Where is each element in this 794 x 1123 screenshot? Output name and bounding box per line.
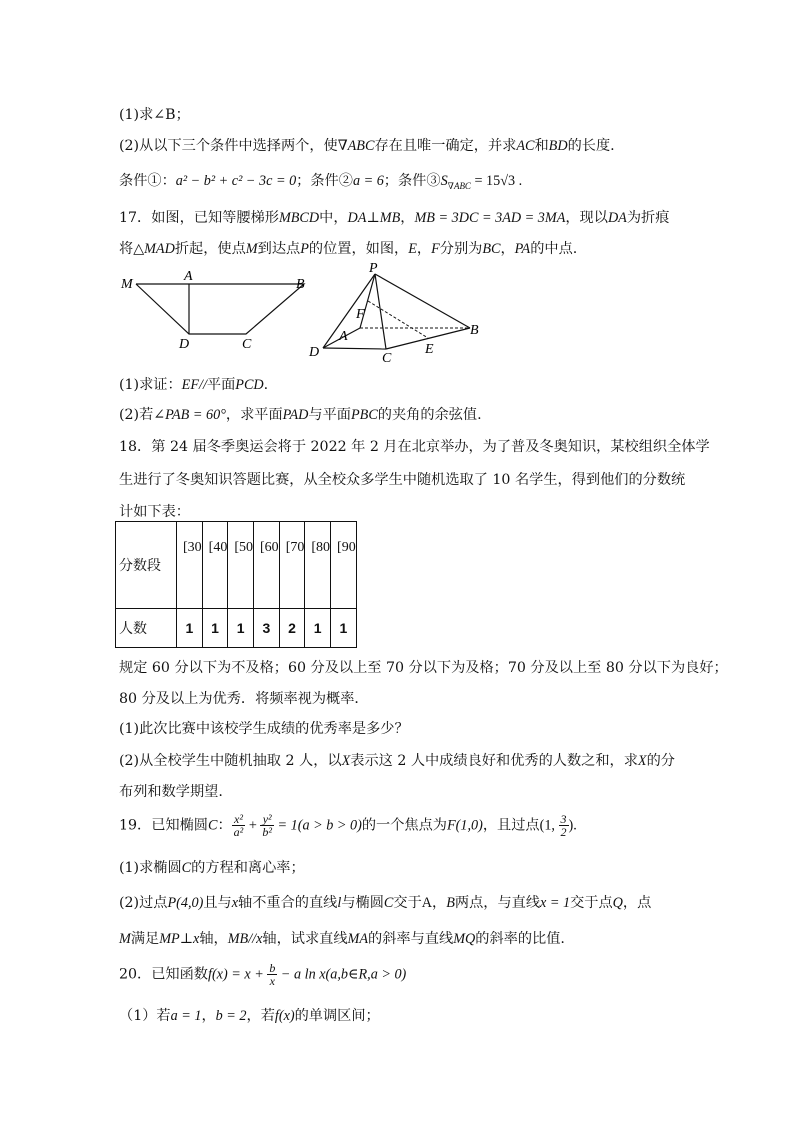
count-cell: 1	[331, 609, 357, 648]
text: (2)若	[119, 407, 154, 423]
text: ，且过点	[482, 817, 540, 834]
math: X	[637, 753, 647, 769]
text: 的位置，如图，	[308, 241, 409, 257]
label-a2: A	[339, 329, 348, 344]
fraction-x	[232, 813, 246, 838]
count-cell: 1	[177, 609, 203, 648]
text: （1）若	[119, 1008, 171, 1024]
bin-label: [40	[208, 540, 228, 555]
text: 且与	[203, 895, 232, 911]
bin-label: [80	[311, 540, 331, 555]
text: ，现以	[565, 210, 608, 226]
math: PBC	[350, 407, 378, 423]
bin-cell	[228, 522, 254, 609]
math: MA	[347, 931, 369, 947]
bin-cell	[177, 522, 203, 609]
text: ，点	[622, 895, 652, 911]
math: PCD	[235, 377, 264, 393]
label-m: M	[121, 277, 133, 292]
text: 交于点	[570, 895, 613, 911]
fraction-y	[260, 813, 274, 838]
segment-bd: BD	[548, 138, 568, 154]
math: E	[408, 241, 417, 257]
text: (1)求椭圆	[119, 860, 182, 876]
label-b2: B	[470, 323, 479, 338]
math: MB//x	[227, 931, 263, 947]
math: Q	[612, 895, 623, 911]
math: (1,	[539, 817, 559, 834]
text: 的方程和离心率；	[191, 860, 305, 876]
q17-line1	[119, 207, 669, 227]
bin-label: [90	[337, 540, 356, 555]
q18-line2: 生进行了冬奥知识答题比赛，从全校众多学生中随机选取了 10 名学生，得到他们的分数统	[119, 472, 686, 488]
q17-part2	[119, 404, 482, 424]
denominator: 2	[560, 825, 567, 839]
q18-part2	[119, 750, 675, 770]
q18-line1: 18．第 24 届冬季奥运会将于 2022 年 2 月在北京举办，为了普及冬奥知识，某校组织全体学	[119, 439, 710, 455]
math: MB = 3DC = 3AD = 3MA	[414, 210, 566, 226]
count-cell: 1	[202, 609, 228, 648]
score-table	[115, 521, 357, 648]
row-header-counts: 人数	[116, 609, 177, 648]
count-cell: 3	[254, 609, 280, 648]
count-cell: 1	[228, 609, 254, 648]
text: 轴，	[199, 931, 228, 947]
text: ，	[400, 210, 415, 226]
bin-label: [70	[285, 540, 305, 555]
fraction-point	[559, 813, 569, 838]
edge-pd	[323, 274, 375, 348]
math: P(4,0)	[167, 895, 204, 911]
text: ，	[500, 241, 515, 257]
trapezoid-figure	[118, 268, 318, 356]
math: MBCD	[278, 210, 320, 226]
denominator: x	[269, 974, 275, 988]
math: DA⊥MB	[347, 210, 401, 226]
text: 为折痕	[626, 210, 670, 226]
text: 的长度.	[567, 138, 615, 154]
bin-cell	[202, 522, 228, 609]
math: +	[245, 817, 261, 834]
math: ).	[568, 817, 577, 834]
q19-part1	[119, 857, 305, 877]
text: 满足	[130, 931, 160, 947]
text: ：	[217, 817, 232, 834]
condition-label: 条件①：	[119, 173, 176, 189]
text: 的斜率与直线	[368, 931, 454, 947]
pyramid-figure	[306, 260, 486, 370]
text: .	[263, 377, 269, 393]
text: (2)从全校学生中随机抽取 2 人，以	[119, 753, 342, 769]
label-e: E	[425, 342, 434, 357]
label-a: A	[184, 269, 193, 284]
text: 中，	[319, 210, 348, 226]
condition-label: ；条件②	[296, 173, 353, 189]
math: X	[341, 753, 351, 769]
text: (1)求证：	[119, 377, 182, 393]
text: 分别为	[439, 241, 483, 257]
q19-part2	[119, 892, 651, 912]
text: 折起，使点	[174, 241, 246, 257]
text: 两点，与直线	[454, 895, 541, 911]
bin-cell	[254, 522, 280, 609]
text: (2)从以下三个条件中选择两个，使	[119, 138, 338, 154]
q20-stem	[119, 962, 406, 987]
text: 将△	[119, 241, 145, 257]
condition2-expr: a = 6	[352, 173, 384, 189]
math: x = 1	[540, 895, 571, 911]
count-cell: 2	[279, 609, 305, 648]
text: ，求平面	[225, 407, 283, 423]
math: M	[245, 241, 258, 257]
text: 与椭圆	[341, 895, 384, 911]
text: 17．如图，已知等腰梯形	[119, 210, 279, 226]
math: MAD	[144, 241, 175, 257]
fraction-b-over-x	[267, 962, 277, 987]
numerator: 3	[560, 812, 567, 826]
text: ，	[416, 241, 432, 257]
segment-ac: AC	[516, 138, 535, 154]
math: PAD	[282, 407, 309, 423]
math: x	[231, 895, 239, 911]
math: b = 2	[215, 1008, 247, 1024]
math: C	[383, 895, 394, 911]
numerator: y²	[260, 813, 274, 826]
math: a = 1	[170, 1008, 202, 1024]
text: 的中点.	[530, 241, 578, 257]
q18-part1: (1)此次比赛中该校学生成绩的优秀率是多少？	[119, 721, 409, 737]
text: 存在且唯一确定，并求	[374, 138, 517, 154]
text: 和	[534, 138, 549, 154]
math: F(1,0)	[446, 817, 483, 834]
segment-fe	[368, 301, 428, 338]
math: = 1(a > b > 0)	[274, 817, 362, 834]
math: l	[337, 895, 342, 911]
math: MP⊥x	[159, 931, 200, 947]
trapezoid-outline	[136, 284, 304, 334]
edge-pb	[375, 274, 470, 328]
text: 的夹角的余弦值.	[377, 407, 482, 423]
math: P	[300, 241, 309, 257]
table-row-counts	[116, 609, 357, 648]
text: 表示这 2 人中成绩良好和优秀的人数之和，求	[350, 753, 638, 769]
condition1-expr: a² − b² + c² − 3c = 0	[175, 173, 297, 189]
math: ∠PAB = 60°	[153, 407, 226, 423]
count-cell: 1	[305, 609, 331, 648]
q16-part2	[119, 135, 615, 155]
label-c2: C	[382, 351, 392, 366]
edge-dc	[323, 348, 386, 349]
label-c: C	[242, 337, 252, 352]
label-p: P	[369, 261, 378, 276]
area-subscript: ∇ABC	[447, 180, 471, 191]
text: ，	[432, 895, 447, 911]
denominator: b²	[262, 825, 272, 839]
condition3-value: = 15√3 .	[470, 173, 523, 189]
bin-label: [60	[260, 540, 279, 555]
condition-label: ；条件③	[383, 173, 441, 189]
math: f(x) = x +	[208, 966, 268, 983]
text: 轴不重合的直线	[238, 895, 338, 911]
text: 的单调区间；	[294, 1008, 380, 1024]
math: f(x)	[274, 1008, 295, 1024]
text: (2)过点	[119, 895, 168, 911]
math: M	[119, 931, 131, 947]
math: BC	[482, 241, 501, 257]
math: PA	[514, 241, 531, 257]
text: 到达点	[257, 241, 301, 257]
area-symbol: S	[440, 173, 448, 189]
math: MQ	[453, 931, 476, 947]
math: B	[446, 895, 455, 911]
denominator: a²	[233, 825, 244, 839]
q19-part2-line2	[119, 928, 565, 948]
q18-line3: 计如下表：	[119, 504, 190, 520]
q16-part1: (1)求∠B；	[119, 107, 190, 123]
label-d: D	[179, 337, 190, 352]
math: C	[181, 860, 192, 876]
bin-label: [30	[183, 540, 202, 555]
table-row-bins	[116, 522, 357, 609]
math: C	[208, 817, 218, 834]
math: EF//	[181, 377, 207, 393]
text: ，若	[246, 1008, 275, 1024]
math: DA	[607, 210, 627, 226]
numerator: x²	[232, 813, 246, 826]
q17-line2	[119, 238, 577, 258]
math: A	[421, 895, 433, 911]
text: 轴，试求直线	[262, 931, 348, 947]
bin-cell	[331, 522, 357, 609]
q20-part1	[119, 1005, 380, 1025]
row-header-bins: 分数段	[116, 522, 177, 609]
label-d2: D	[309, 345, 320, 360]
text: 平面	[206, 377, 236, 393]
text: 的斜率的比值.	[475, 931, 565, 947]
bin-label: [50	[234, 540, 254, 555]
edge-pc	[375, 274, 386, 349]
text: 交于	[393, 895, 422, 911]
text: 的分	[646, 753, 675, 769]
bin-cell	[279, 522, 305, 609]
text: ，	[201, 1008, 216, 1024]
text: 与平面	[308, 407, 351, 423]
math: F	[431, 241, 440, 257]
label-f: F	[356, 307, 365, 322]
math: − a ln x(a,b∈R,a > 0)	[277, 966, 407, 983]
q18-rule2: 80 分及以上为优秀．将频率视为概率．	[119, 691, 369, 707]
numerator: b	[269, 961, 276, 975]
q18-rule1: 规定 60 分以下为不及格；60 分及以上至 70 分以下为及格；70 分及以上至 80 分以下为良好；	[119, 660, 728, 676]
text: 19．已知椭圆	[119, 817, 208, 834]
bin-cell	[305, 522, 331, 609]
text: 的一个焦点为	[361, 817, 447, 834]
q17-part1	[119, 374, 268, 394]
q19-stem	[119, 813, 577, 838]
label-b: B	[296, 277, 305, 292]
q18-part2-line2: 布列和数学期望.	[119, 784, 223, 800]
text: 20．已知函数	[119, 966, 208, 983]
triangle-symbol: ∇ABC	[337, 138, 375, 154]
q16-conditions	[119, 170, 522, 192]
